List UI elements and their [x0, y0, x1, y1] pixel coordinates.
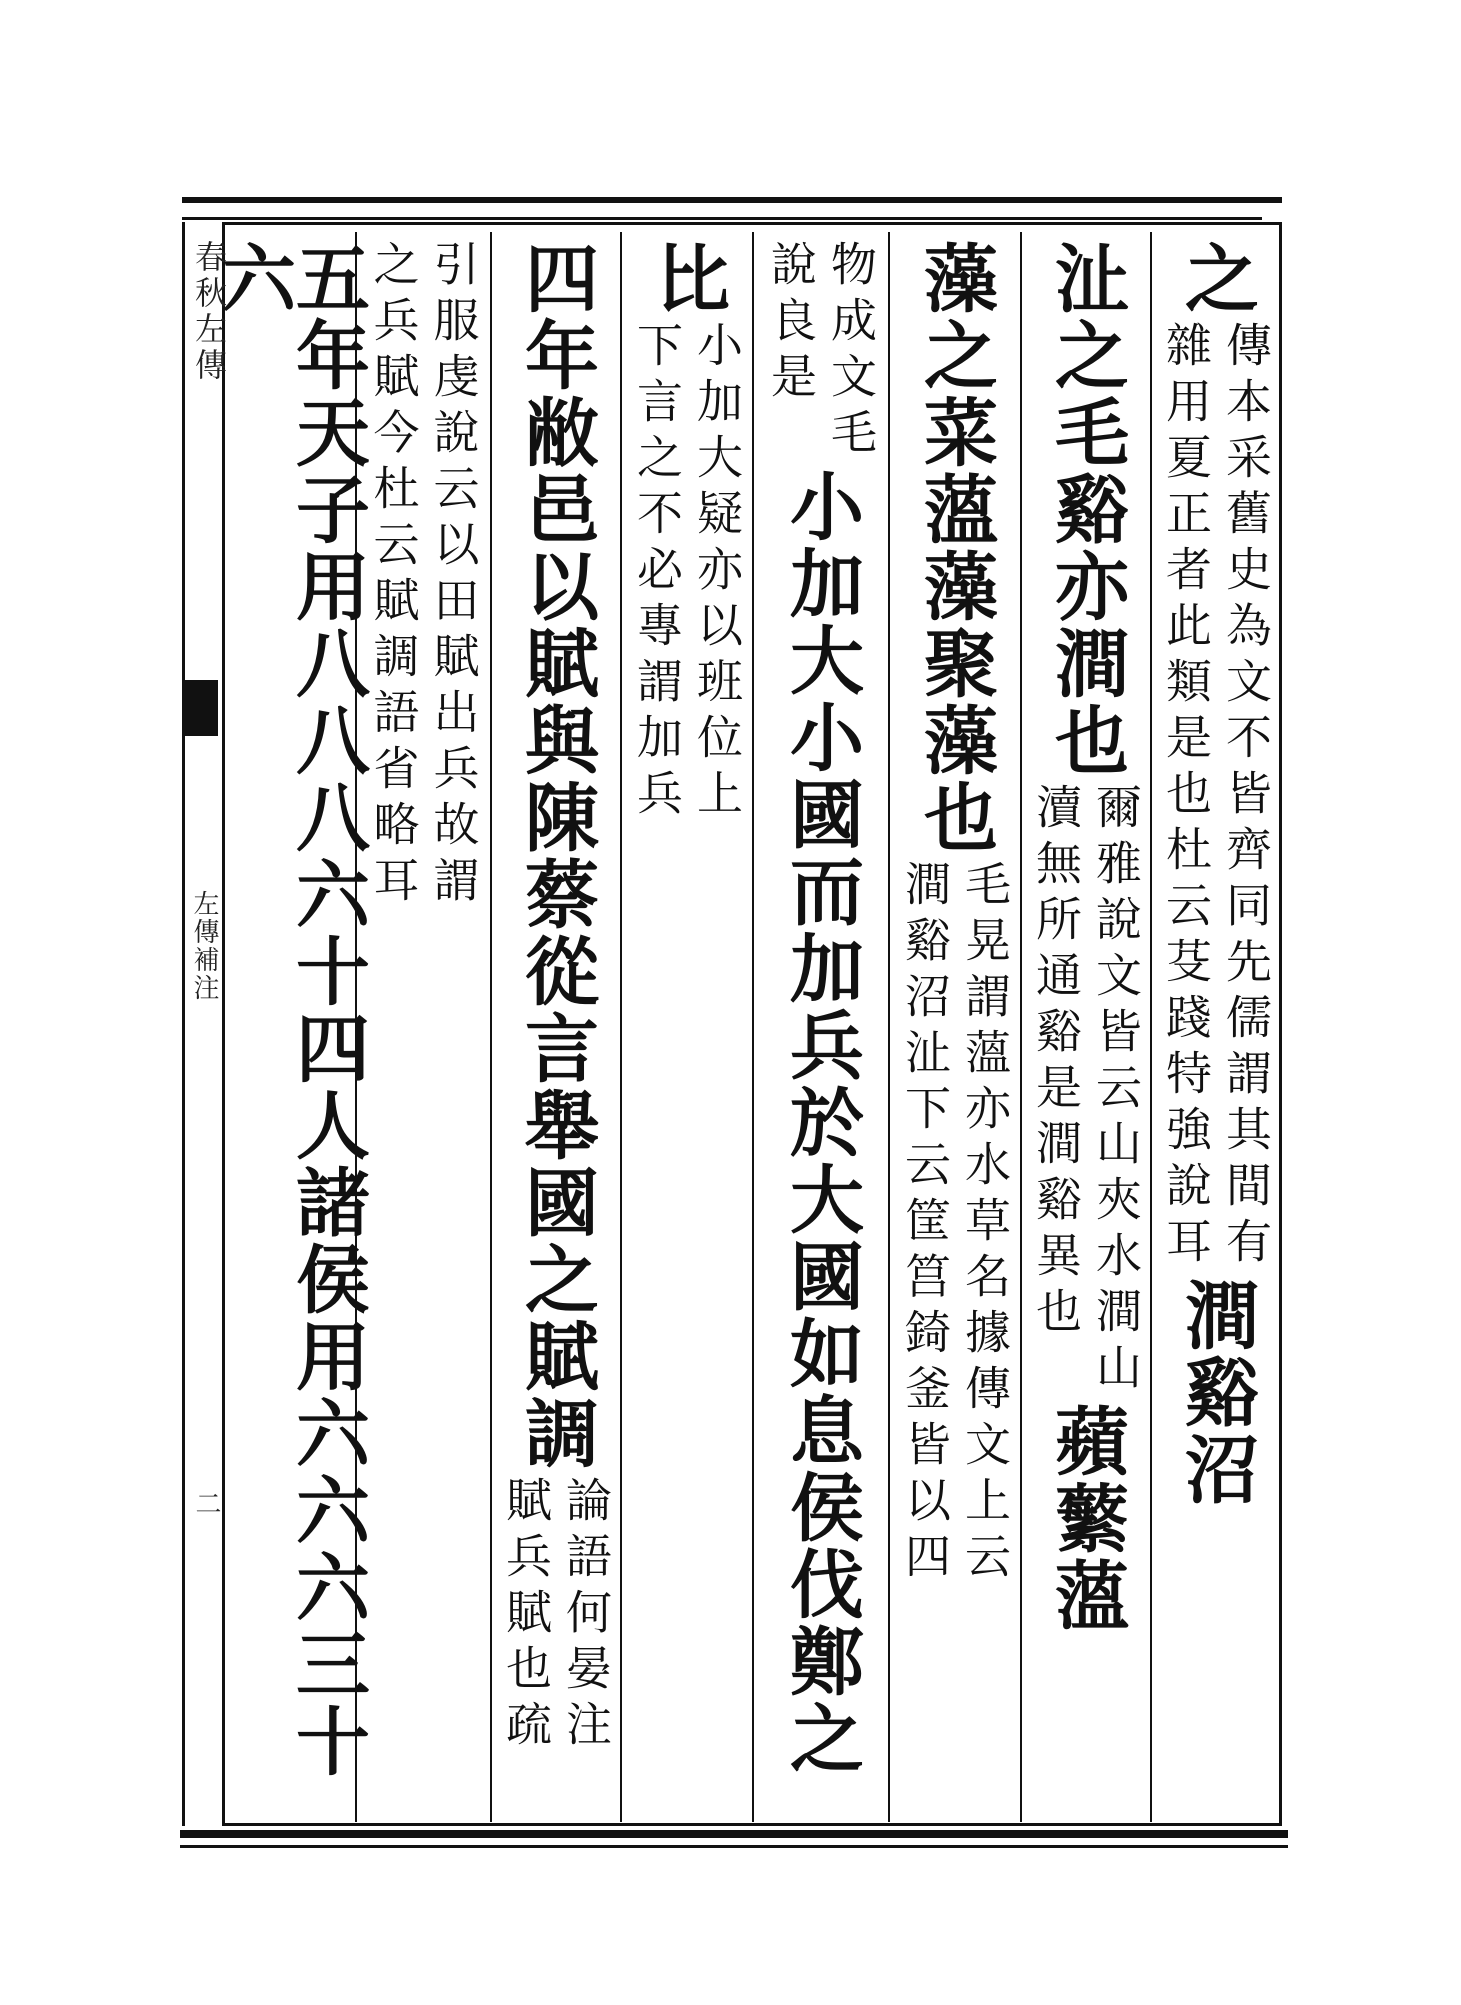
note-line-right: 物成文毛: [824, 240, 878, 464]
note-line-left: 賦兵賦也疏: [499, 1476, 553, 1756]
margin-page-number: 二: [191, 1490, 221, 1516]
margin-book-title: 左傳補注: [189, 890, 219, 1002]
annotation-note: [898, 860, 1012, 1588]
main-text: 藻之菜薀藻聚藻也: [912, 240, 998, 856]
main-text: 澗谿沼: [1173, 1277, 1259, 1508]
note-line-left: 說良是: [764, 240, 818, 408]
text-column-5: [620, 232, 752, 1822]
note-line-left: 下言之不必專謂加兵: [630, 321, 684, 825]
note-line-right: 引服虔說云以田賦出兵故謂: [426, 240, 481, 912]
note-line-left: 之兵賦今杜云賦調語省略耳: [366, 240, 421, 912]
annotation-note: [630, 321, 744, 825]
note-line-right: 傳本采舊史為文不皆齊同先儒謂其間有: [1219, 321, 1273, 1273]
annotation-note: [764, 240, 878, 464]
main-text: 五年天子用八八八六十四人諸侯用六六六三十六: [210, 240, 370, 1780]
note-line-right: 小加大疑亦以班位上: [690, 321, 744, 825]
bottom-border-rule-thin: [180, 1845, 1288, 1848]
note-line-right: 論語何晏注: [559, 1476, 613, 1756]
main-text: 小加大小國而加兵於大國如息侯伐鄭之: [778, 468, 864, 1777]
main-text: 之: [1173, 240, 1259, 317]
main-text: 蘋蘩薀: [1043, 1403, 1129, 1634]
bottom-border-rule: [180, 1830, 1288, 1838]
top-border-rule-thin: [182, 217, 1262, 220]
margin-title: 春秋左傳: [190, 240, 228, 384]
main-text: 比: [644, 240, 730, 317]
text-column-6: [490, 232, 620, 1822]
text-column-7: [355, 232, 490, 1822]
note-line-left: 澗谿沼沚下云筐筥錡釜皆以四: [898, 860, 952, 1588]
text-column-1: [1150, 232, 1280, 1822]
note-line-left: 瀆無所通谿是澗谿異也: [1029, 783, 1083, 1343]
note-line-right: 爾雅說文皆云山夾水澗山: [1089, 783, 1143, 1399]
note-line-left: 雜用夏正者此類是也杜云芟踐特強說耳: [1159, 321, 1213, 1273]
main-text: 四年敝邑以賦與陳蔡從言舉國之賦調: [513, 240, 599, 1472]
top-border-rule: [182, 197, 1282, 203]
fishtail-mark: [184, 680, 218, 736]
main-text: 沚之毛谿亦澗也: [1043, 240, 1129, 779]
page-edge-line: [182, 222, 185, 1826]
annotation-note: [1029, 783, 1143, 1399]
text-column-2: [1020, 232, 1150, 1822]
annotation-note: [499, 1476, 613, 1756]
note-line-right: 毛晃謂薀亦水草名據傳文上云: [958, 860, 1012, 1588]
annotation-note: [366, 240, 481, 912]
text-column-3: [888, 232, 1020, 1822]
annotation-note: [1159, 321, 1273, 1273]
text-column-4: [752, 232, 888, 1822]
text-column-8: [210, 232, 370, 1822]
